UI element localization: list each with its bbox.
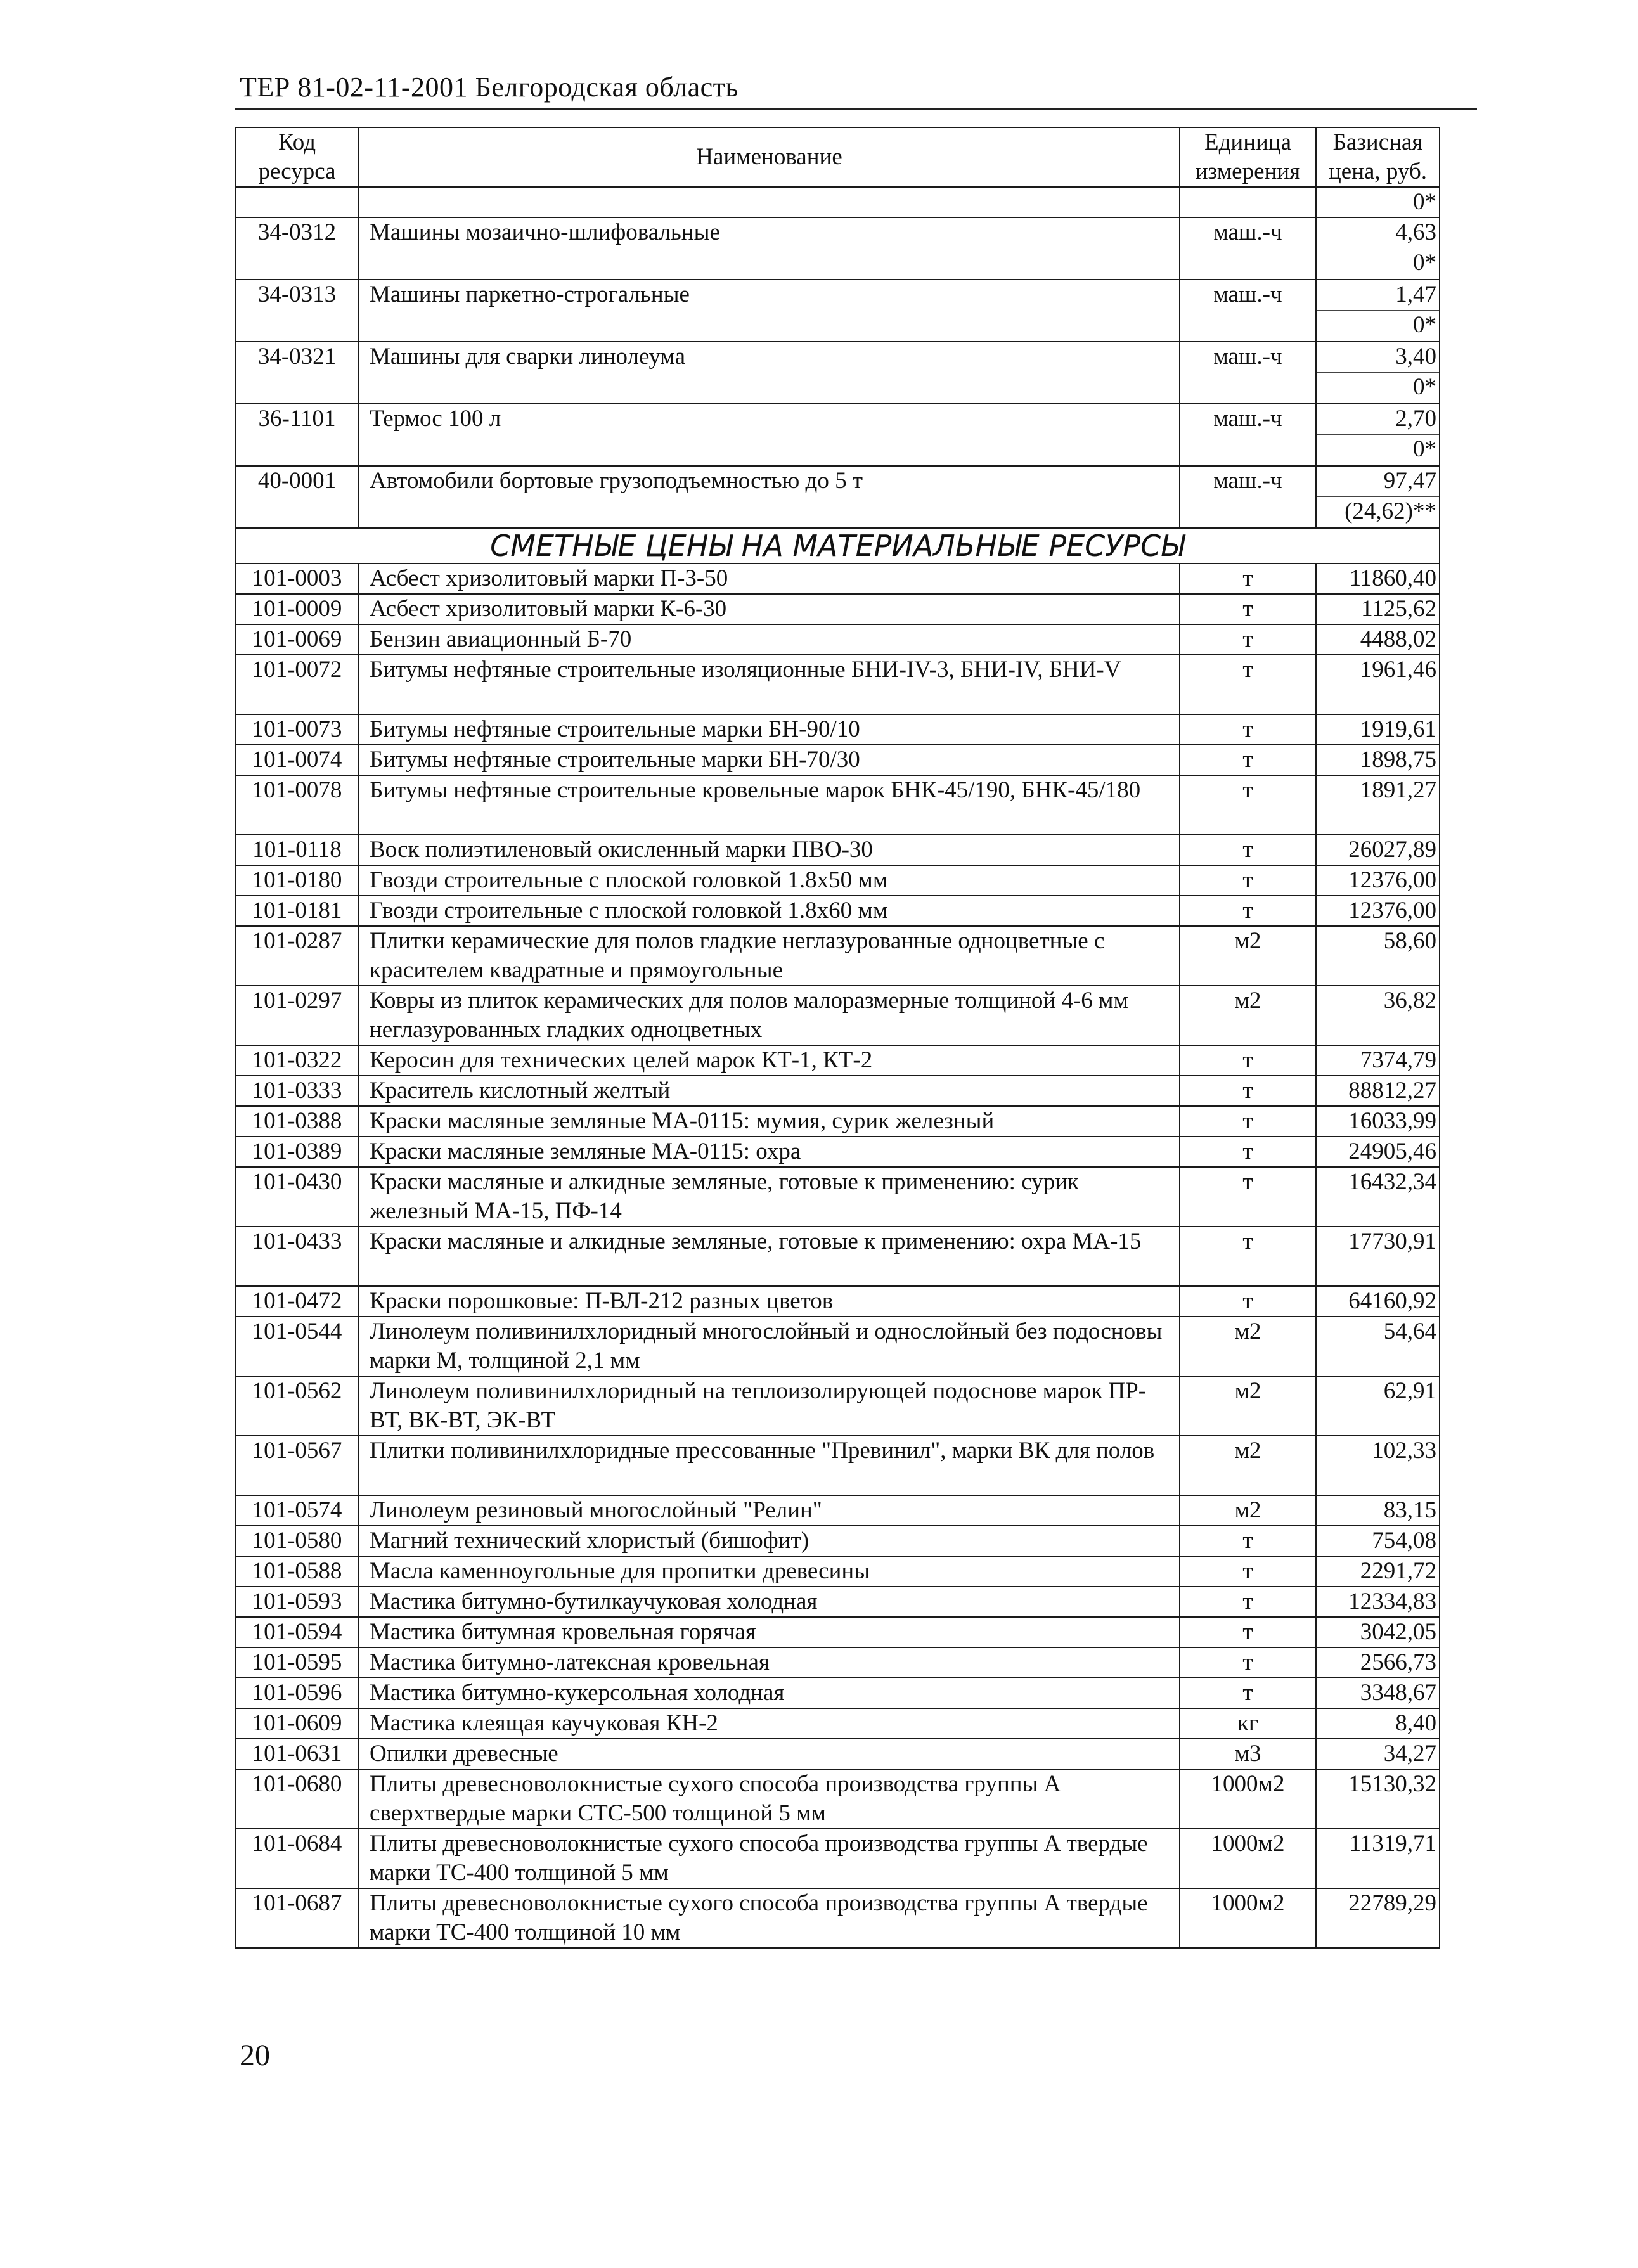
code-cell: 101-0322: [235, 1045, 359, 1076]
document-header: ТЕР 81-02-11-2001 Белгородская область: [240, 72, 738, 103]
unit-cell: т: [1180, 745, 1316, 775]
code-cell: 34-0313: [235, 280, 359, 342]
price-cell: 88812,27: [1316, 1076, 1440, 1106]
price-cell: 58,60: [1316, 926, 1440, 986]
code-cell: 101-0388: [235, 1106, 359, 1137]
code-cell: 34-0321: [235, 342, 359, 404]
code-cell: 101-0389: [235, 1137, 359, 1167]
code-cell: 101-0181: [235, 896, 359, 926]
price-cell: 2291,72: [1316, 1556, 1440, 1587]
code-cell: 101-0433: [235, 1227, 359, 1286]
table-row: [235, 1376, 1440, 1436]
code-cell: 101-0544: [235, 1317, 359, 1376]
price-table: [235, 127, 1440, 1949]
name-cell: Краски масляные и алкидные земляные, готовые к применению: сурик железный МА-15, ПФ-14: [359, 1167, 1180, 1227]
unit-cell: т: [1180, 1286, 1316, 1317]
name-cell: Мастика клеящая каучуковая КН-2: [359, 1708, 1180, 1739]
name-cell: Плитки керамические для полов гладкие неглазурованные одноцветные с красителем квадратные и прямоугольные: [359, 926, 1180, 986]
unit-cell: т: [1180, 624, 1316, 655]
code-cell: 101-0594: [235, 1617, 359, 1647]
table-row: [235, 1526, 1440, 1556]
table-row: [235, 1137, 1440, 1167]
code-cell: 101-0595: [235, 1647, 359, 1678]
name-cell: Краски масляные земляные МА-0115: охра: [359, 1137, 1180, 1167]
price-value: 3,40: [1317, 342, 1439, 373]
price-cell: 12376,00: [1316, 896, 1440, 926]
price-cell: [1316, 217, 1440, 280]
unit-cell: кг: [1180, 1708, 1316, 1739]
unit-cell: маш.-ч: [1180, 404, 1316, 466]
name-cell: Машины паркетно-строгальные: [359, 280, 1180, 342]
name-cell: Плитки поливинилхлоридные прессованные "Превинил", марки ВК для полов: [359, 1436, 1180, 1495]
code-cell: 101-0593: [235, 1587, 359, 1617]
code-cell: 101-0567: [235, 1436, 359, 1495]
table-row: [235, 564, 1440, 594]
code-cell: 101-0588: [235, 1556, 359, 1587]
table-row: [235, 1317, 1440, 1376]
name-cell: Мастика битумно-бутилкаучуковая холодная: [359, 1587, 1180, 1617]
code-cell: 101-0574: [235, 1495, 359, 1526]
section-row: [235, 528, 1440, 564]
unit-cell: т: [1180, 1617, 1316, 1647]
unit-cell: маш.-ч: [1180, 466, 1316, 528]
price-value: 4,63: [1317, 218, 1439, 248]
code-cell: 101-0009: [235, 594, 359, 624]
table-row: [235, 1888, 1440, 1948]
name-cell: Керосин для технических целей марок КТ-1, КТ-2: [359, 1045, 1180, 1076]
unit-cell: т: [1180, 1137, 1316, 1167]
name-cell: Битумы нефтяные строительные марки БН-70/30: [359, 745, 1180, 775]
table-row: [235, 404, 1440, 466]
unit-cell: т: [1180, 594, 1316, 624]
price-note: 0*: [1413, 436, 1436, 462]
name-cell: Машины для сварки линолеума: [359, 342, 1180, 404]
name-cell: Масла каменноугольные для пропитки древесины: [359, 1556, 1180, 1587]
unit-cell: т: [1180, 1587, 1316, 1617]
table-row: [235, 1106, 1440, 1137]
unit-cell: т: [1180, 1647, 1316, 1678]
table-row: [235, 775, 1440, 835]
name-cell: Бензин авиационный Б-70: [359, 624, 1180, 655]
table-row: [235, 986, 1440, 1045]
unit-cell: т: [1180, 1167, 1316, 1227]
unit-cell: т: [1180, 1556, 1316, 1587]
unit-cell: т: [1180, 564, 1316, 594]
table-row: [235, 896, 1440, 926]
header-unit: Единица измерения: [1180, 127, 1316, 187]
code-cell: 101-0680: [235, 1769, 359, 1829]
code-cell: 101-0118: [235, 835, 359, 865]
code-cell: 101-0684: [235, 1829, 359, 1888]
table-row: [235, 1167, 1440, 1227]
code-cell: 101-0430: [235, 1167, 359, 1227]
price-cell: 12334,83: [1316, 1587, 1440, 1617]
code-cell: 101-0333: [235, 1076, 359, 1106]
page-number: 20: [240, 2039, 270, 2072]
name-cell: Мастика битумно-латексная кровельная: [359, 1647, 1180, 1678]
unit-cell: т: [1180, 835, 1316, 865]
code-cell: 101-0596: [235, 1678, 359, 1708]
price-cell: 26027,89: [1316, 835, 1440, 865]
unit-cell: т: [1180, 1678, 1316, 1708]
price-note: 0*: [1413, 250, 1436, 276]
price-cell: 64160,92: [1316, 1286, 1440, 1317]
unit-cell: т: [1180, 714, 1316, 745]
unit-cell: т: [1180, 1106, 1316, 1137]
unit-cell: т: [1180, 1076, 1316, 1106]
table-row: [235, 865, 1440, 896]
name-cell: Мастика битумно-кукерсольная холодная: [359, 1678, 1180, 1708]
price-cell: 34,27: [1316, 1739, 1440, 1769]
name-cell: Краски масляные и алкидные земляные, готовые к применению: охра МА-15: [359, 1227, 1180, 1286]
name-cell: Линолеум поливинилхлоридный многослойный и однослойный без подосновы марки М, толщиной 2,1 мм: [359, 1317, 1180, 1376]
table-row: [235, 280, 1440, 342]
price-cell: 11860,40: [1316, 564, 1440, 594]
price-note: 0*: [1413, 312, 1436, 338]
name-cell: Краситель кислотный желтый: [359, 1076, 1180, 1106]
price-cell: 3348,67: [1316, 1678, 1440, 1708]
table-row: [235, 1678, 1440, 1708]
price-cell: 4488,02: [1316, 624, 1440, 655]
unit-cell: т: [1180, 896, 1316, 926]
unit-cell: маш.-ч: [1180, 217, 1316, 280]
name-cell: Гвозди строительные с плоской головкой 1.8x50 мм: [359, 865, 1180, 896]
table-row: [235, 1769, 1440, 1829]
table-row: [235, 187, 1440, 217]
table-row: [235, 1227, 1440, 1286]
code-cell: 101-0180: [235, 865, 359, 896]
table-row: [235, 624, 1440, 655]
unit-cell: т: [1180, 775, 1316, 835]
price-cell: [1316, 404, 1440, 466]
name-cell: Битумы нефтяные строительные кровельные марок БНК-45/190, БНК-45/180: [359, 775, 1180, 835]
price-cell: 0*: [1316, 187, 1440, 217]
name-cell: Асбест хризолитовый марки П-3-50: [359, 564, 1180, 594]
price-value: 1,47: [1317, 280, 1439, 311]
table-row: [235, 1617, 1440, 1647]
name-cell: Автомобили бортовые грузоподъемностью до 5 т: [359, 466, 1180, 528]
code-cell: 101-0562: [235, 1376, 359, 1436]
code-cell: 101-0078: [235, 775, 359, 835]
name-cell: Краски масляные земляные МА-0115: мумия, сурик железный: [359, 1106, 1180, 1137]
unit-cell: т: [1180, 1045, 1316, 1076]
price-cell: 17730,91: [1316, 1227, 1440, 1286]
code-cell: 101-0580: [235, 1526, 359, 1556]
price-cell: 11319,71: [1316, 1829, 1440, 1888]
table-row: [235, 745, 1440, 775]
price-note: (24,62)**: [1345, 498, 1436, 524]
unit-cell: т: [1180, 1526, 1316, 1556]
name-cell: Плиты древесноволокнистые сухого способа производства группы А твердые марки ТС-400 толщиной 10 мм: [359, 1888, 1180, 1948]
name-cell: Линолеум резиновый многослойный "Релин": [359, 1495, 1180, 1526]
table-row: [235, 217, 1440, 280]
name-cell: Плиты древесноволокнистые сухого способа производства группы А сверхтвердые марки СТС-500 толщиной 5 мм: [359, 1769, 1180, 1829]
price-cell: 16033,99: [1316, 1106, 1440, 1137]
unit-cell: т: [1180, 1227, 1316, 1286]
name-cell: Плиты древесноволокнистые сухого способа производства группы А твердые марки ТС-400 толщиной 5 мм: [359, 1829, 1180, 1888]
price-cell: 8,40: [1316, 1708, 1440, 1739]
price-cell: 54,64: [1316, 1317, 1440, 1376]
table-row: [235, 1708, 1440, 1739]
code-cell: 101-0003: [235, 564, 359, 594]
price-cell: 3042,05: [1316, 1617, 1440, 1647]
price-cell: 12376,00: [1316, 865, 1440, 896]
name-cell: Машины мозаично-шлифовальные: [359, 217, 1180, 280]
header-code: Код ресурса: [235, 127, 359, 187]
code-cell: 101-0073: [235, 714, 359, 745]
header-price: Базисная цена, руб.: [1316, 127, 1440, 187]
table-row: [235, 835, 1440, 865]
table-row: [235, 1495, 1440, 1526]
unit-cell: т: [1180, 655, 1316, 714]
unit-cell: м2: [1180, 926, 1316, 986]
price-cell: 1891,27: [1316, 775, 1440, 835]
unit-cell: 1000м2: [1180, 1769, 1316, 1829]
table-row: [235, 466, 1440, 528]
name-cell: Линолеум поливинилхлоридный на теплоизолирующей подоснове марок ПР-ВТ, ВК-ВТ, ЭК-ВТ: [359, 1376, 1180, 1436]
unit-cell: т: [1180, 865, 1316, 896]
code-cell: 101-0472: [235, 1286, 359, 1317]
table-row: [235, 1829, 1440, 1888]
price-cell: 22789,29: [1316, 1888, 1440, 1948]
name-cell: Мастика битумная кровельная горячая: [359, 1617, 1180, 1647]
name-cell: Краски порошковые: П-ВЛ-212 разных цветов: [359, 1286, 1180, 1317]
name-cell: Воск полиэтиленовый окисленный марки ПВО-30: [359, 835, 1180, 865]
section-title: СМЕТНЫЕ ЦЕНЫ НА МАТЕРИАЛЬНЫЕ РЕСУРСЫ: [235, 528, 1440, 564]
price-value: 97,47: [1317, 467, 1439, 497]
unit-cell: маш.-ч: [1180, 280, 1316, 342]
price-cell: [1316, 342, 1440, 404]
price-cell: [1316, 280, 1440, 342]
price-cell: 102,33: [1316, 1436, 1440, 1495]
code-cell: 101-0287: [235, 926, 359, 986]
unit-cell: м3: [1180, 1739, 1316, 1769]
table-header-row: [235, 127, 1440, 187]
table-row: [235, 1647, 1440, 1678]
price-cell: 1125,62: [1316, 594, 1440, 624]
unit-cell: м2: [1180, 986, 1316, 1045]
price-note: 0*: [1413, 374, 1436, 400]
unit-cell: м2: [1180, 1317, 1316, 1376]
table-row: [235, 342, 1440, 404]
price-cell: 62,91: [1316, 1376, 1440, 1436]
name-cell: Гвозди строительные с плоской головкой 1.8x60 мм: [359, 896, 1180, 926]
name-cell: Термос 100 л: [359, 404, 1180, 466]
code-cell: 101-0069: [235, 624, 359, 655]
price-cell: 83,15: [1316, 1495, 1440, 1526]
code-cell: 36-1101: [235, 404, 359, 466]
code-cell: 101-0631: [235, 1739, 359, 1769]
price-value: 2,70: [1317, 404, 1439, 435]
table-row: [235, 926, 1440, 986]
unit-cell: м2: [1180, 1495, 1316, 1526]
header-rule: [235, 108, 1477, 110]
price-cell: [1316, 466, 1440, 528]
unit-cell: 1000м2: [1180, 1829, 1316, 1888]
unit-cell: м2: [1180, 1436, 1316, 1495]
name-cell: Ковры из плиток керамических для полов малоразмерные толщиной 4-6 мм неглазурованных гладких одноцветных: [359, 986, 1180, 1045]
code-cell: 40-0001: [235, 466, 359, 528]
price-cell: 1919,61: [1316, 714, 1440, 745]
unit-cell: маш.-ч: [1180, 342, 1316, 404]
name-cell: Битумы нефтяные строительные изоляционные БНИ-IV-3, БНИ-IV, БНИ-V: [359, 655, 1180, 714]
table-row: [235, 655, 1440, 714]
code-cell: 101-0609: [235, 1708, 359, 1739]
table-row: [235, 1556, 1440, 1587]
table-row: [235, 714, 1440, 745]
table-row: [235, 1045, 1440, 1076]
name-cell: Битумы нефтяные строительные марки БН-90/10: [359, 714, 1180, 745]
table-row: [235, 1076, 1440, 1106]
code-cell: 101-0687: [235, 1888, 359, 1948]
name-cell: Асбест хризолитовый марки К-6-30: [359, 594, 1180, 624]
table-row: [235, 1739, 1440, 1769]
table-row: [235, 1286, 1440, 1317]
header-name: Наименование: [359, 127, 1180, 187]
code-cell: 101-0074: [235, 745, 359, 775]
price-cell: 1898,75: [1316, 745, 1440, 775]
price-cell: 16432,34: [1316, 1167, 1440, 1227]
name-cell: Магний технический хлористый (бишофит): [359, 1526, 1180, 1556]
price-cell: 36,82: [1316, 986, 1440, 1045]
table-row: [235, 1587, 1440, 1617]
price-cell: 1961,46: [1316, 655, 1440, 714]
table-row: [235, 594, 1440, 624]
code-cell: 101-0297: [235, 986, 359, 1045]
price-cell: 754,08: [1316, 1526, 1440, 1556]
price-cell: 24905,46: [1316, 1137, 1440, 1167]
name-cell: Опилки древесные: [359, 1739, 1180, 1769]
code-cell: 101-0072: [235, 655, 359, 714]
unit-cell: 1000м2: [1180, 1888, 1316, 1948]
price-cell: 7374,79: [1316, 1045, 1440, 1076]
code-cell: 34-0312: [235, 217, 359, 280]
unit-cell: м2: [1180, 1376, 1316, 1436]
price-cell: 15130,32: [1316, 1769, 1440, 1829]
table-row: [235, 1436, 1440, 1495]
price-cell: 2566,73: [1316, 1647, 1440, 1678]
